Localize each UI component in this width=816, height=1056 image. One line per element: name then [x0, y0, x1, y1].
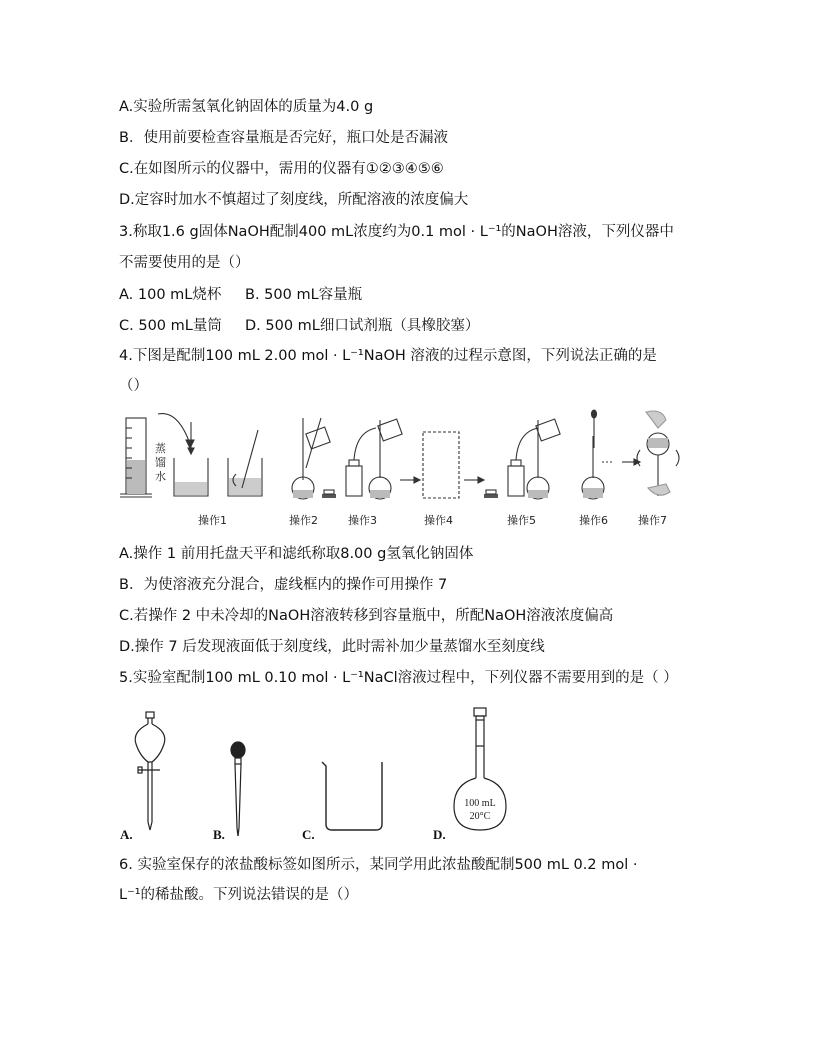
wash-transfer-icon [346, 419, 402, 499]
beaker-stirring-icon [228, 430, 262, 496]
q3-option-a: A. 100 mL烧杯 [119, 287, 222, 303]
q3-option-c: C. 500 mL量筒 [119, 318, 222, 334]
q2-option-a: A.实验所需氢氧化钠固体的质量为4.0 g [119, 99, 374, 115]
q5-label-a: A. [120, 827, 133, 842]
step-label-2: 操作2 [289, 514, 318, 527]
q4-option-c: C.若操作 2 中未冷却的NaOH溶液转移到容量瓶中，所配NaOH溶液浓度偏高 [119, 608, 614, 624]
q4-option-b: B．为使溶液充分混合，虚线框内的操作可用操作 7 [119, 577, 448, 593]
q4-option-d: D.操作 7 后发现液面低于刻度线，此时需补加少量蒸馏水至刻度线 [119, 639, 545, 655]
final-transfer-icon [484, 419, 560, 499]
q3-option-d: D. 500 mL细口试剂瓶（具橡胶塞） [245, 318, 480, 334]
graduated-cylinder-icon [120, 418, 152, 497]
q5-label-d: D. [433, 827, 446, 842]
q5-stem: 5.实验室配制100 mL 0.10 mol · L⁻¹NaCl溶液过程中，下列仪器不需要用到的是（ ） [119, 670, 678, 686]
q2-option-c: C.在如图所示的仪器中，需用的仪器有①②③④⑤⑥ [119, 161, 444, 177]
q4-stem-line1: 4.下图是配制100 mL 2.00 mol · L⁻¹NaOH 溶液的过程示意图，下列说法正确的是 [119, 348, 657, 364]
step-label-6: 操作6 [579, 514, 608, 527]
beaker-icon [318, 758, 390, 834]
q3-stem-line1: 3.称取1.6 g固体NaOH配制400 mL浓度约为0.1 mol · L⁻¹的NaOH溶液，下列仪器中 [119, 224, 674, 240]
separatory-funnel-icon [130, 710, 170, 835]
q2-option-b: B．使用前要检查容量瓶是否完好，瓶口处是否漏液 [119, 130, 448, 146]
volumetric-flask-icon [448, 706, 512, 834]
q6-stem-line2: L⁻¹的稀盐酸。下列说法错误的是（） [119, 887, 359, 903]
svg-text:水: 水 [155, 470, 166, 483]
q4-option-a: A.操作 1 前用托盘天平和滤纸称取8.00 g氢氧化钠固体 [119, 546, 474, 562]
flask-label-volume: 100 mL [464, 798, 496, 809]
q3-option-b: B. 500 mL容量瓶 [245, 287, 363, 303]
cylinder-label [155, 441, 166, 483]
transfer-flask-icon [292, 418, 336, 499]
step-label-5: 操作5 [507, 514, 536, 527]
dropper-icon [226, 740, 250, 840]
dropper-flask-icon [582, 410, 612, 499]
step-label-4: 操作4 [424, 514, 453, 527]
q2-option-d: D.定容时加水不慎超过了刻度线，所配溶液的浓度偏大 [119, 192, 469, 208]
q6-stem-line1: 6. 实验室保存的浓盐酸标签如图所示，某同学用此浓盐酸配制500 mL 0.2 mol · [119, 857, 638, 873]
dashed-box-operation4 [423, 432, 459, 498]
q5-label-b: B. [213, 827, 225, 842]
step-label-3: 操作3 [348, 514, 377, 527]
q4-stem-line2: （） [119, 378, 148, 394]
flask-label-temp: 20°C [469, 811, 491, 822]
beaker-icon [174, 422, 208, 496]
step-label-7: 操作7 [638, 514, 667, 527]
step-label-1: 操作1 [198, 514, 227, 527]
svg-text:馏: 馏 [155, 456, 166, 469]
q3-stem-line2: 不需要使用的是（） [119, 255, 250, 271]
inverting-flask-icon [637, 411, 679, 496]
q5-label-c: C. [302, 827, 315, 842]
svg-text:蒸: 蒸 [155, 442, 166, 455]
